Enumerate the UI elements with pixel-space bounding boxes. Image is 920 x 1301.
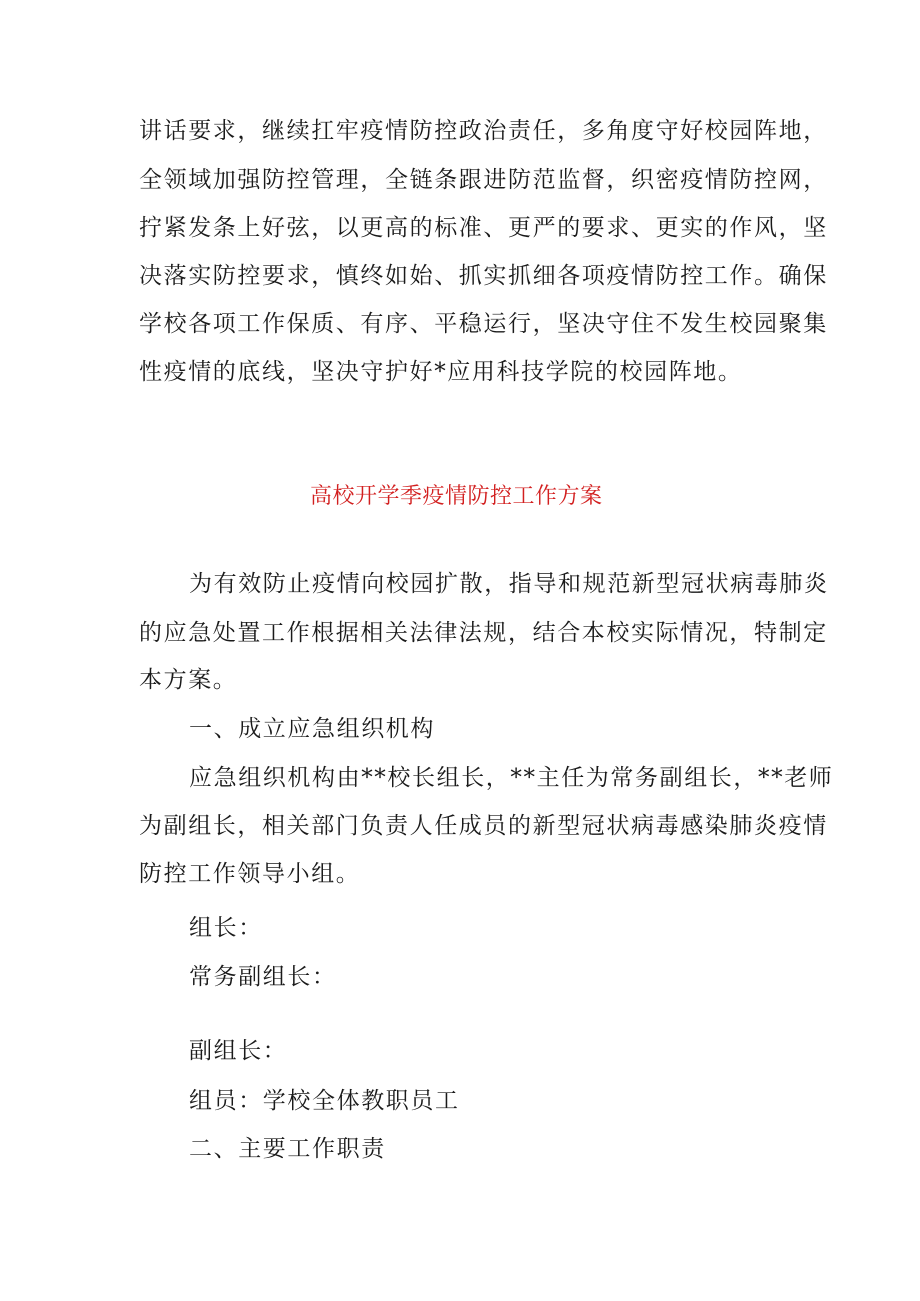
intro-line-3: 拧紧发条上好弦，以更高的标准、更严的要求、更实的作风，坚 [139,215,828,241]
intro-line-5: 学校各项工作保质、有序、平稳运行，坚决守住不发生校园聚集 [139,311,828,337]
preamble-line-2: 的应急处置工作根据相关法律法规，结合本校实际情况，特制定 [139,620,828,646]
section-two-heading: 二、主要工作职责 [189,1136,386,1162]
preamble-line-3: 本方案。 [139,667,238,693]
section-one-heading: 一、成立应急组织机构 [189,716,435,742]
role-leader: 组长： [189,915,263,941]
intro-line-2: 全领域加强防控管理，全链条跟进防范监督，织密疫情防控网， [139,167,828,193]
role-members: 组员：学校全体教职员工 [189,1088,460,1114]
intro-line-4: 决落实防控要求，慎终如始、抓实抓细各项疫情防控工作。确保 [139,263,828,289]
role-executive-deputy: 常务副组长： [189,964,337,990]
section-one-line-2: 为副组长，相关部门负责人任成员的新型冠状病毒感染肺炎疫情 [139,813,828,839]
intro-line-6: 性疫情的底线，坚决守护好*应用科技学院的校园阵地。 [139,359,743,385]
preamble-line-1: 为有效防止疫情向校园扩散，指导和规范新型冠状病毒肺炎 [189,571,829,597]
section-one-line-3: 防控工作领导小组。 [139,861,361,887]
intro-line-1: 讲话要求，继续扛牢疫情防控政治责任，多角度守好校园阵地， [139,118,828,144]
plan-title: 高校开学季疫情防控工作方案 [310,484,603,509]
role-deputy: 副组长： [189,1038,288,1064]
section-one-line-1: 应急组织机构由**校长组长，**主任为常务副组长，**老师 [189,765,834,791]
